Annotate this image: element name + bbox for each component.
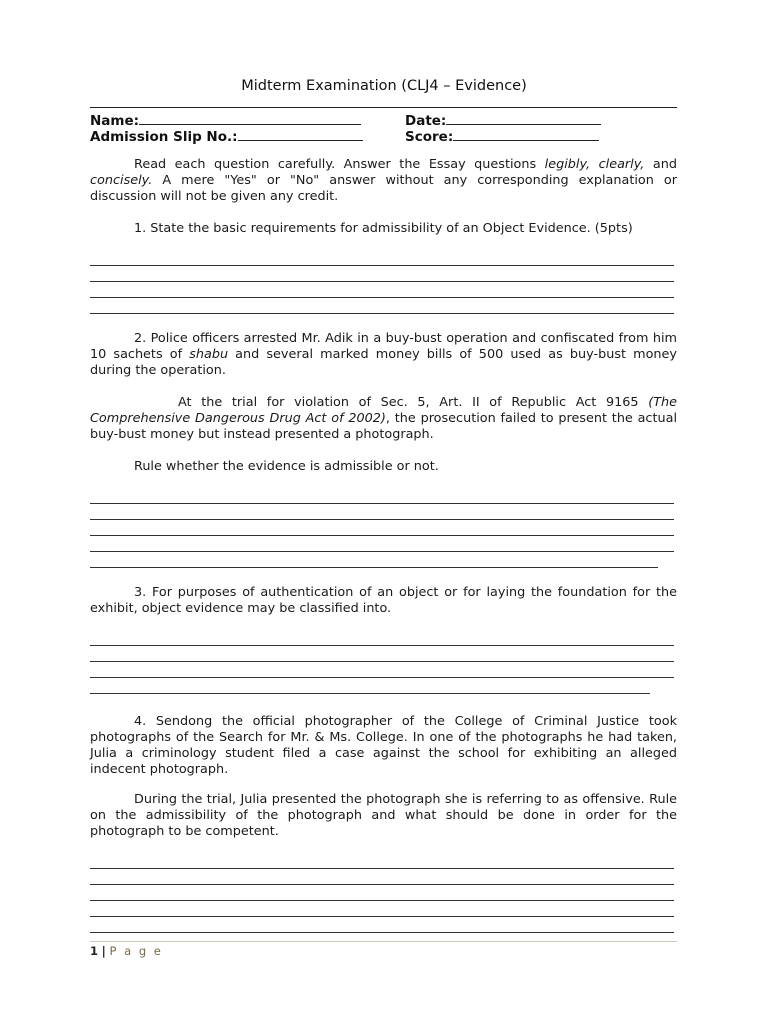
page-number: 1 xyxy=(90,944,99,958)
instructions-emphasis: concisely. xyxy=(90,173,153,188)
question-1: 1. State the basic requirements for admissibility of an Object Evidence. (5pts) xyxy=(134,221,633,236)
question-2-emphasis: shabu xyxy=(189,347,229,362)
question-4-prompt: During the trial, Julia presented the photograph she is referring to as offensive. Rule on the admissibility of the photograph and what should be done in order for the photograph to be competent. xyxy=(90,792,677,839)
question-2-text: and several marked money bills of 500 used as buy-bust money during the operation. xyxy=(90,347,677,378)
admission-slip-label: Admission Slip No.: xyxy=(90,129,238,145)
answer-line[interactable] xyxy=(90,551,674,552)
question-2-trial xyxy=(90,395,677,443)
instructions-text: Read each question carefully. Answer the Essay questions xyxy=(134,157,545,172)
question-2-text: At the trial for violation of Sec. 5, Art. II of Republic Act 9165 xyxy=(178,395,649,410)
answer-line[interactable] xyxy=(90,519,674,520)
instructions-text: A mere "Yes" or "No" answer without any corresponding explanation or discussion will not be given any credit. xyxy=(90,173,677,204)
page-footer xyxy=(90,944,163,958)
instructions-emphasis: legibly, clearly, xyxy=(544,157,645,172)
answer-line[interactable] xyxy=(90,868,674,869)
answer-line[interactable] xyxy=(90,661,674,662)
date-blank[interactable] xyxy=(446,111,601,125)
footer-divider xyxy=(90,941,677,942)
answer-line[interactable] xyxy=(90,916,674,917)
question-4-scenario: 4. Sendong the official photographer of the College of Criminal Justice took photographs of the Search for Mr. & Ms. College. In one of the photographs he had taken, Julia a criminology student filed a case against the school for exhibiting an alleged indecent photograph. xyxy=(90,714,677,777)
answer-line[interactable] xyxy=(90,693,650,694)
page-title: Midterm Examination (CLJ4 – Evidence) xyxy=(241,78,527,94)
admission-slip-blank[interactable] xyxy=(238,127,363,141)
question-2-emphasis: (The Comprehensive Dangerous Drug Act of 2002) xyxy=(90,395,677,426)
instructions xyxy=(90,157,677,205)
answer-line[interactable] xyxy=(90,535,674,536)
name-blank[interactable] xyxy=(139,111,361,125)
answer-line[interactable] xyxy=(90,313,674,314)
title-underline xyxy=(90,107,677,108)
answer-line[interactable] xyxy=(90,567,658,568)
answer-line[interactable] xyxy=(90,503,674,504)
answer-line[interactable] xyxy=(90,932,674,933)
answer-line[interactable] xyxy=(90,281,674,282)
score-field[interactable] xyxy=(405,127,599,145)
answer-line[interactable] xyxy=(90,297,674,298)
admission-slip-field[interactable] xyxy=(90,127,363,145)
instructions-text: and xyxy=(644,157,677,172)
page-label: P a g e xyxy=(109,944,163,958)
score-blank[interactable] xyxy=(453,127,599,141)
question-2-text: , the prosecution failed to present the actual buy-bust money but instead presented a photograph. xyxy=(90,411,677,442)
answer-line[interactable] xyxy=(90,884,674,885)
question-3: 3. For purposes of authentication of an object or for laying the foundation for the exhibit, object evidence may be classified into. xyxy=(90,585,677,616)
question-2-prompt: Rule whether the evidence is admissible or not. xyxy=(134,459,439,474)
date-label: Date: xyxy=(405,113,447,129)
score-label: Score: xyxy=(405,129,454,145)
question-2-text: 2. Police officers arrested Mr. Adik in a buy-bust operation and confiscated from him 10 sachets of xyxy=(90,331,677,362)
answer-line[interactable] xyxy=(90,677,674,678)
answer-line[interactable] xyxy=(90,265,674,266)
answer-line[interactable] xyxy=(90,900,674,901)
question-2-scenario xyxy=(90,331,677,379)
name-label: Name: xyxy=(90,113,140,129)
answer-line[interactable] xyxy=(90,645,674,646)
page-separator: | xyxy=(101,944,106,958)
